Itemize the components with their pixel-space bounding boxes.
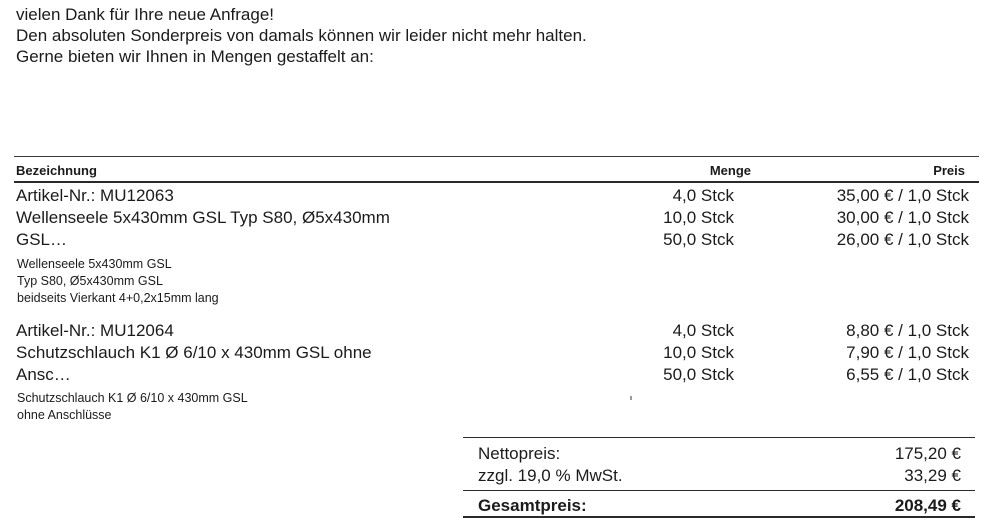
gross-price-label: Gesamtpreis: bbox=[478, 496, 587, 515]
totals-block bbox=[463, 437, 975, 515]
tier-price: 6,55 € / 1,0 Stck bbox=[846, 365, 969, 384]
table-header bbox=[14, 157, 979, 181]
offer-table bbox=[14, 156, 979, 422]
item-title: Wellenseele 5x430mm GSL Typ S80, Ø5x430mm bbox=[16, 208, 390, 227]
scan-speck bbox=[630, 396, 632, 400]
tier-price: 30,00 € / 1,0 Stck bbox=[836, 208, 969, 227]
item-description-line: ohne Anschlüsse bbox=[17, 408, 112, 422]
item-description-line: Schutzschlauch K1 Ø 6/10 x 430mm GSL bbox=[17, 391, 248, 405]
item-description-line: Typ S80, Ø5x430mm GSL bbox=[17, 274, 163, 288]
header-price: Preis bbox=[933, 163, 965, 178]
gross-price-value: 208,49 € bbox=[894, 496, 961, 515]
tier-price: 8,80 € / 1,0 Stck bbox=[846, 321, 969, 340]
vat-value: 33,29 € bbox=[904, 466, 961, 485]
net-price-label: Nettopreis: bbox=[478, 444, 561, 463]
tier-qty: 4,0 Stck bbox=[672, 186, 734, 205]
totals-top-rule bbox=[463, 437, 975, 438]
totals-mid-rule bbox=[463, 490, 975, 491]
intro-text bbox=[16, 4, 587, 67]
tier-qty: 10,0 Stck bbox=[663, 208, 734, 227]
item-title-continued: GSL… bbox=[16, 230, 68, 249]
header-name: Bezeichnung bbox=[16, 163, 97, 178]
intro-line: Den absoluten Sonderpreis von damals können wir leider nicht mehr halten. bbox=[16, 26, 587, 45]
item-article-number: Artikel-Nr.: MU12063 bbox=[16, 186, 174, 205]
tier-qty: 50,0 Stck bbox=[663, 230, 734, 249]
item-description-line: beidseits Vierkant 4+0,2x15mm lang bbox=[17, 291, 219, 305]
header-qty: Menge bbox=[709, 163, 751, 178]
net-price-value: 175,20 € bbox=[894, 444, 961, 463]
tier-qty: 4,0 Stck bbox=[672, 321, 734, 340]
item-title-continued: Ansc… bbox=[16, 365, 71, 384]
tier-qty: 50,0 Stck bbox=[663, 365, 734, 384]
intro-line: Gerne bieten wir Ihnen in Mengen gestaffelt an: bbox=[16, 47, 374, 66]
tier-qty: 10,0 Stck bbox=[663, 343, 734, 362]
item-title: Schutzschlauch K1 Ø 6/10 x 430mm GSL ohne bbox=[16, 343, 372, 362]
tier-price: 35,00 € / 1,0 Stck bbox=[836, 186, 969, 205]
item-description-line: Wellenseele 5x430mm GSL bbox=[17, 257, 172, 271]
item-article-number: Artikel-Nr.: MU12064 bbox=[16, 321, 174, 340]
vat-label: zzgl. 19,0 % MwSt. bbox=[478, 466, 623, 485]
table-header-rule bbox=[14, 181, 979, 183]
intro-line: vielen Dank für Ihre neue Anfrage! bbox=[16, 5, 274, 24]
tier-price: 7,90 € / 1,0 Stck bbox=[846, 343, 969, 362]
tier-price: 26,00 € / 1,0 Stck bbox=[836, 230, 969, 249]
